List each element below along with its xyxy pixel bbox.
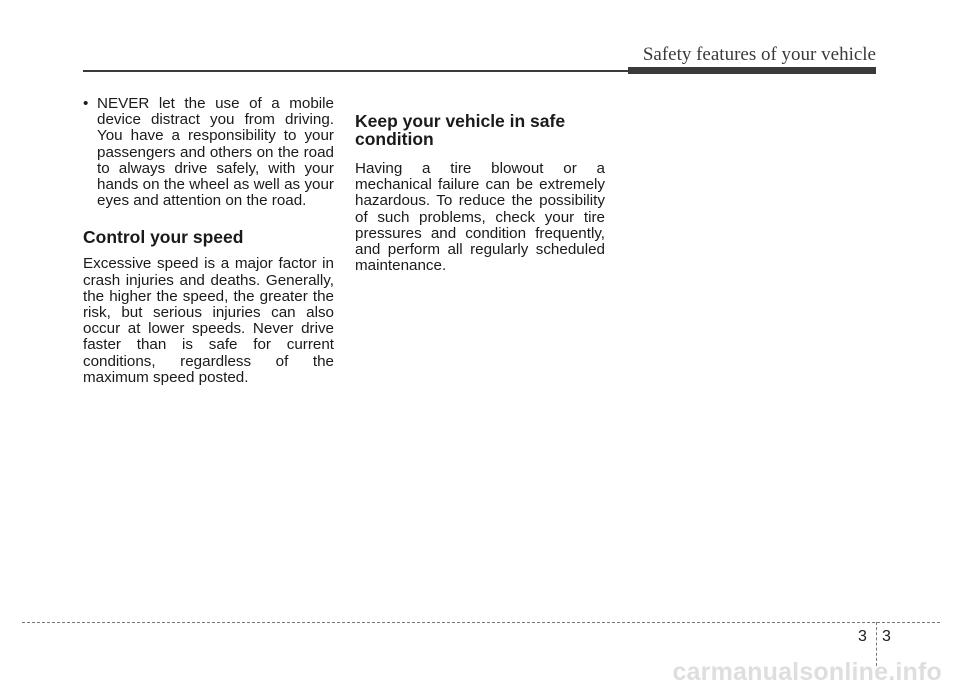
page-number: 3 [882,628,891,645]
header-rule [83,70,628,72]
heading-control-speed: Control your speed [83,227,244,248]
chapter-number: 3 [858,628,867,645]
paragraph-safe-condition: Having a tire blowout or a mechanical failure can be extremely hazardous. To reduce the possibility of such problems, check your tire pressures and condition frequently, and perform all regularly scheduled maintenance. [355,160,605,275]
header-rule-bar [628,67,876,74]
bullet-item [83,96,334,209]
footer-rule [22,622,940,623]
right-column [355,96,605,274]
section-title: Safety features of your vehicle [642,44,876,65]
left-column [83,96,334,386]
paragraph-control-speed: Excessive speed is a major factor in crash injuries and deaths. Generally, the higher the speed, the greater the risk, but serious injuries can also occur at lower speeds. Never drive faster than is safe for current conditions, regardless of the maximum speed posted. [83,255,334,386]
watermark: carmanualsonline.info [672,658,942,686]
heading-safe-condition: Keep your vehicle in safe condition [355,111,566,149]
bullet-icon: • [83,95,89,112]
bullet-text: NEVER let the use of a mobile device distract you from driving. You have a responsibility to your passengers and others on the road to always drive safely, with your hands on the wheel as well as your eyes and attention on the road. [97,95,334,210]
